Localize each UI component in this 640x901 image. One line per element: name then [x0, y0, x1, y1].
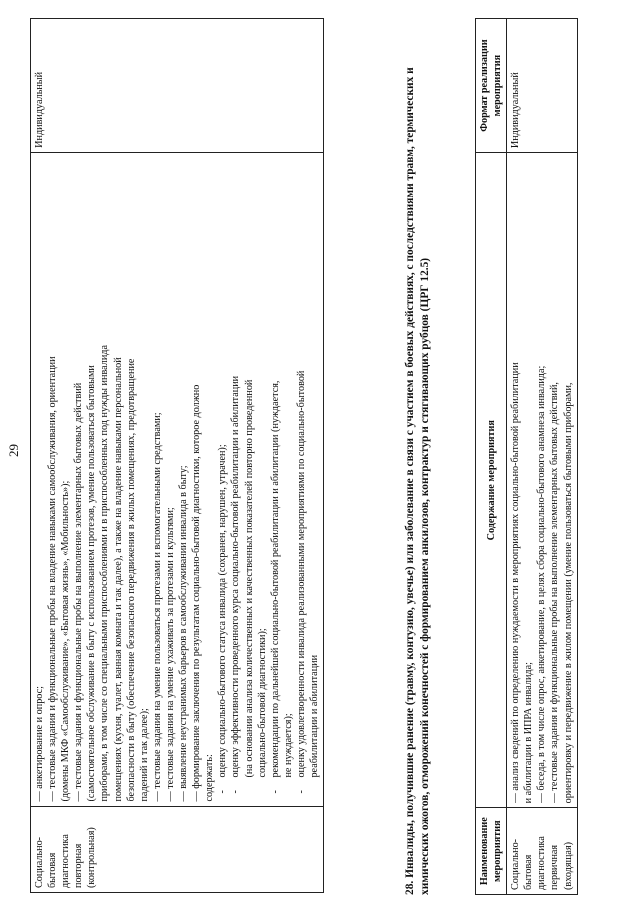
conclusion-items: [216, 157, 321, 802]
content-line: — тестовые задания и функциональные пробы на владение навыками самообслуживания, ориентации: [47, 356, 59, 802]
section-heading: 28. Инвалиды, получившие ранение (травму, контузию, увечье) или заболевание в связи с участием в боевых действиях, с последствиями травм, термических и химических ожогов, отморожений конечностей с формированием анкилозов, контрактур и стягивающих рубцов (ЦРГ 12.5): [404, 67, 431, 895]
content-lines: [509, 157, 574, 803]
content-line: приборами, в том числе со специальными приспособлениями и в приспособленных под нужды инвалида: [99, 345, 111, 802]
content-line: содержать:: [204, 754, 216, 802]
conclusion-item: [295, 157, 321, 802]
conclusion-item-line: социально-бытовой диагностики);: [256, 628, 268, 778]
conclusion-item-line: оценку удовлетворенности инвалида реализованными мероприятиями по социально-бытовой: [295, 370, 307, 778]
page-number: 29: [6, 444, 21, 457]
table-row: [507, 19, 577, 895]
content-lines: [33, 157, 216, 802]
content-line: помещениях (кухня, туалет, ванная комната и так далее), а также на владение навыками персональной: [112, 357, 124, 802]
content-line: безопасности в быту (обеспечение безопасного передвижения в жилых помещениях, предотвращение: [125, 358, 137, 802]
conclusion-item-line: не нуждается);: [282, 713, 294, 778]
conclusion-item: [216, 157, 229, 802]
content-line: и абилитации в ИПРА инвалида;: [523, 662, 535, 804]
conclusion-item-line: рекомендации по дальнейшей социально-бытовой реабилитации и абилитации (нуждается,: [269, 380, 281, 778]
table-social-diagnostics-repeat: [30, 18, 324, 893]
content-line: — выявление неустранимых барьеров в самообслуживании инвалида в быту;: [178, 465, 190, 802]
conclusion-item: [269, 157, 295, 802]
dash-bullet: -: [230, 790, 242, 794]
header-activity-content: Содержание мероприятия: [476, 153, 507, 808]
content-line: — тестовые задания и функциональные пробы на выполнение элементарных бытовых действий,: [549, 382, 561, 804]
content-line: (самостоятельное обслуживание в быту с использованием протезов, умение пользоваться бытовыми: [86, 365, 98, 802]
activity-content-cell: [31, 152, 324, 806]
header-format: Формат реализации мероприятия: [476, 19, 507, 153]
content-line: — тестовые задания на умение пользоваться протезами и вспомогательными средствами;: [151, 412, 163, 802]
content-line: (домены МКФ «Самообслуживание», «Бытовая жизнь», «Мобильность»);: [60, 480, 72, 802]
conclusion-item: [229, 157, 268, 802]
header-row: [476, 19, 507, 895]
activity-name-cell: Социально-бытовая диагностика первичная (входящая): [507, 808, 577, 895]
table-row: [31, 19, 324, 893]
conclusion-item-line: реабилитации и абилитации: [308, 654, 320, 778]
header-activity-name: Наименование мероприятия: [476, 808, 507, 895]
content-line: — беседа, в том числе опрос, анкетирование, в целях сбора социально-бытового анамнеза инвалида;: [536, 365, 548, 804]
conclusion-item-line: оценку социально-бытового статуса инвалида (сохранен, нарушен, утрачен);: [217, 444, 229, 778]
content-line: падений и так далее);: [138, 708, 150, 802]
activity-content-cell: [507, 153, 577, 808]
dash-bullet: -: [217, 790, 229, 794]
conclusion-item-line: (на основании анализа количественных и качественных показателей повторно проведенной: [243, 379, 255, 778]
content-line: — формирование заключения по результатам социально-бытовой диагностики, которое должно: [191, 384, 203, 802]
content-line: ориентировку и передвижение в жилом помещении (умение пользоваться бытовыми приборами,: [562, 382, 574, 804]
conclusion-item-line: оценку эффективности проведенного курса социально-бытовой реабилитации и абилитации: [230, 375, 242, 778]
content-line: — анкетирование и опрос;: [34, 686, 45, 802]
table-social-diagnostics-primary: [475, 18, 578, 895]
format-cell: Индивидуальный: [31, 19, 324, 153]
content-line: — тестовые задания на умение ухаживать за протезами и культями;: [164, 507, 176, 802]
dash-bullet: -: [269, 790, 281, 794]
content-line: — тестовые задания и функциональные пробы на выполнение элементарных бытовых действий: [73, 382, 85, 802]
format-cell: Индивидуальный: [507, 19, 577, 153]
content-line: — анализ сведений по определению нуждаемости в мероприятиях социально-бытовой реабилитации: [510, 362, 522, 804]
dash-bullet: -: [295, 790, 307, 794]
activity-name-cell: Социально-бытовая диагностика повторная (контрольная): [31, 806, 324, 892]
